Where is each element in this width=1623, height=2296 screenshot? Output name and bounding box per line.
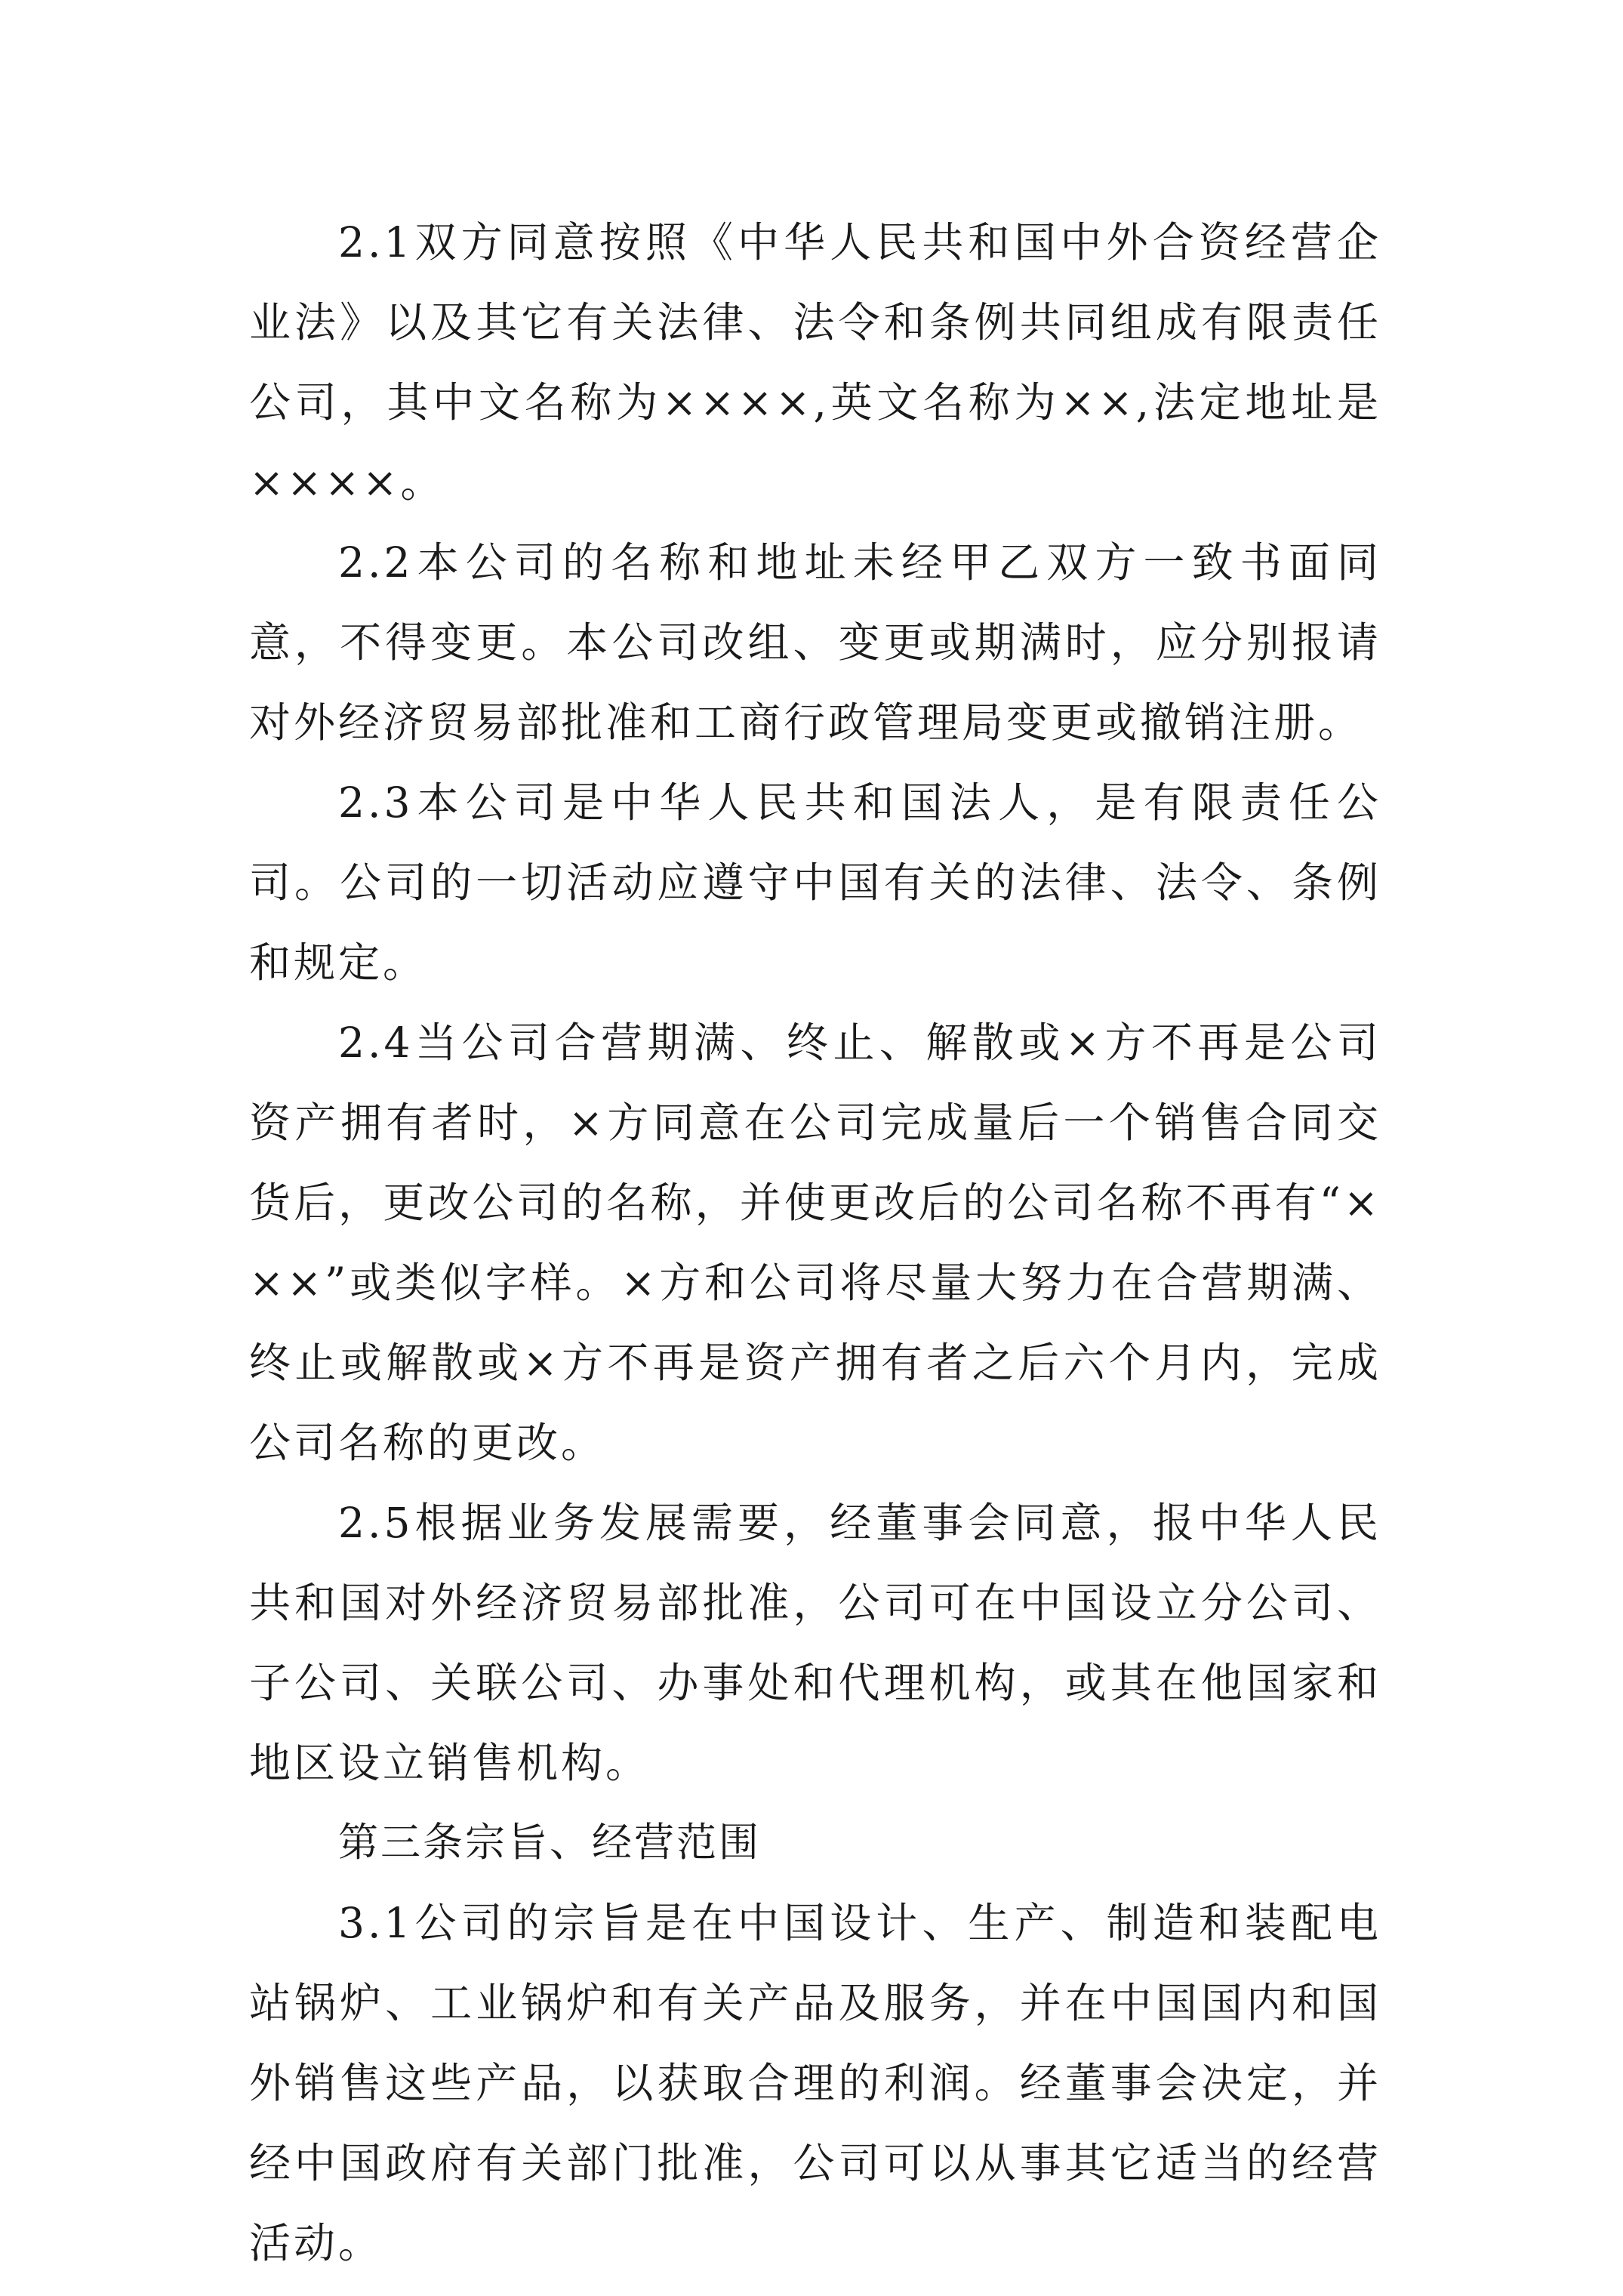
- paragraph-2-4: 2.4当公司合营期满、终止、解散或×方不再是公司资产拥有者时，×方同意在公司完成量后一个销售合同交货后，更改公司的名称，并使更改后的公司名称不再有“×××”或类似字样。×方和公司将尽量大努力在合营期满、终止或解散或×方不再是资产拥有者之后六个月内，完成公司名称的更改。: [249, 1019, 1381, 1467]
- document-body: [249, 202, 1381, 2283]
- paragraph-2-1: 2.1双方同意按照《中华人民共和国中外合资经营企业法》以及其它有关法律、法令和条例共同组成有限责任公司，其中文名称为××××,英文名称为××,法定地址是××××。: [249, 218, 1381, 507]
- section-heading-article-3: 第三条宗旨、经营范围: [338, 1820, 761, 1866]
- paragraph-3-1: 3.1公司的宗旨是在中国设计、生产、制造和装配电站锅炉、工业锅炉和有关产品及服务，并在中国国内和国外销售这些产品，以获取合理的利润。经董事会决定，并经中国政府有关部门批准，公司可以从事其它适当的经营活动。: [249, 1899, 1381, 2267]
- paragraph-2-2: 2.2本公司的名称和地址未经甲乙双方一致书面同意，不得变更。本公司改组、变更或期满时，应分别报请对外经济贸易部批准和工商行政管理局变更或撤销注册。: [249, 538, 1381, 747]
- paragraph-2-3: 2.3本公司是中华人民共和国法人，是有限责任公司。公司的一切活动应遵守中国有关的法律、法令、条例和规定。: [249, 778, 1381, 987]
- paragraph-2-5: 2.5根据业务发展需要，经董事会同意，报中华人民共和国对外经济贸易部批准，公司可在中国设立分公司、子公司、关联公司、办事处和代理机构，或其在他国家和地区设立销售机构。: [249, 1499, 1381, 1787]
